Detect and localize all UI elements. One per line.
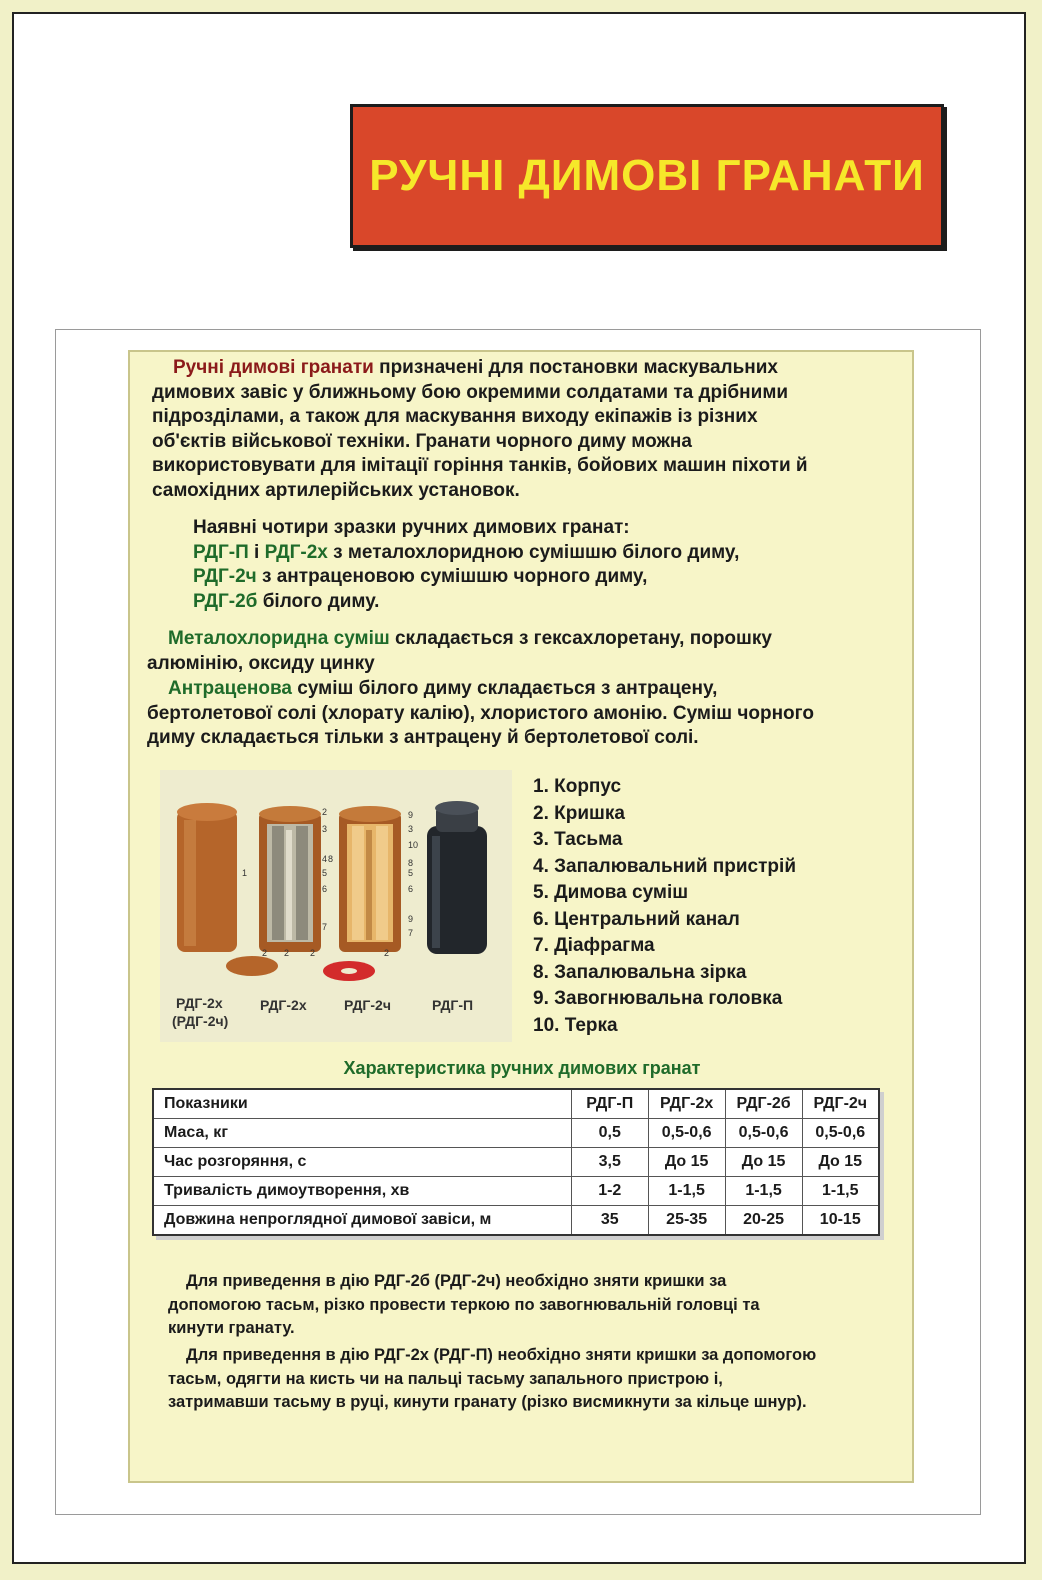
legend-item: 5. Димова суміш [533,882,689,903]
callout-number: 2 [310,948,316,958]
intro-line: об'єктів військової техніки. Гранати чорного диму можна [152,430,692,452]
sample-rdg-p: РДГ-П [193,541,249,563]
grenades-illustration [160,770,512,1042]
table-cell: 1-1,5 [648,1177,725,1206]
table-cell: 1-2 [571,1177,648,1206]
conjunction: і [248,541,265,563]
table-cell: 10-15 [802,1206,879,1236]
callout-number: 3 [322,824,328,834]
specs-table [152,1088,880,1236]
sample-rdg-2ch: РДГ-2ч [193,566,257,587]
sample-rdg-2b: РДГ-2б [193,590,258,612]
legend-item: 10. Терка [533,1014,618,1036]
sample-rdg-2x: РДГ-2х [264,541,328,563]
table-row [153,1177,879,1206]
table-cell: 0,5-0,6 [725,1119,802,1148]
callout-number: 1 [242,868,248,878]
page-title: РУЧНІ ДИМОВІ ГРАНАТИ [369,151,925,200]
title-banner [350,104,944,248]
parts-legend [533,774,796,1039]
sample-desc: білого диму. [257,590,380,612]
sample-desc: з металохлоридною сумішшю білого диму, [327,541,740,563]
grenade-caption: (РДГ-2ч) [172,1013,229,1029]
intro-term: Ручні димові гранати [173,357,374,378]
table-cell: Маса, кг [153,1119,571,1148]
table-cell: 20-25 [725,1206,802,1236]
callout-number: 2 [322,807,328,817]
table-cell: 1-1,5 [725,1177,802,1206]
legend-item: 4. Запалювальний пристрій [533,855,796,877]
legend-item: 1. Корпус [533,776,622,797]
table-row [153,1206,879,1236]
grenade-caption: РДГ-2х [176,995,223,1011]
intro-first-line: призначені для постановки маскувальних [373,357,778,378]
table-caption: Характеристика ручних димових гранат [343,1058,701,1078]
table-cell: 1-1,5 [802,1177,879,1206]
usage-note-1 [168,1270,760,1341]
callout-number: 4 [322,854,328,864]
table-cell: 35 [571,1206,648,1236]
metal-mixture-paragraph [147,627,772,676]
table-header-cell: РДГ-2ч [802,1089,879,1119]
sample-desc: з антраценовою сумішшю чорного диму, [256,566,648,587]
table-cell: До 15 [725,1148,802,1177]
anthracene-term: Антраценова [168,678,293,699]
metal-term: Металохлоридна суміш [168,628,390,649]
table-header-cell: РДГ-2б [725,1089,802,1119]
samples-heading: Наявні чотири зразки ручних димових гранат: [193,517,630,538]
table-header-row [153,1089,879,1119]
table-header-cell: РДГ-П [571,1089,648,1119]
table-cell: 0,5-0,6 [648,1119,725,1148]
usage-note-2 [168,1344,816,1415]
grenade-caption: РДГ-П [432,997,474,1013]
intro-line: використовувати для імітації горіння танків, бойових машин піхоти й [152,455,808,476]
callout-number: 9 [408,810,414,820]
callout-number: 10 [408,840,419,850]
table-header-cell: Показники [153,1089,571,1119]
samples-block [193,516,739,614]
table-cell: До 15 [802,1148,879,1177]
callout-number: 7 [322,922,328,932]
table-cell: 0,5 [571,1119,648,1148]
anthracene-paragraph [147,677,814,751]
table-row [153,1119,879,1148]
callout-number: 5 [408,868,414,878]
legend-item: 8. Запалювальна зірка [533,961,747,983]
table-cell: Тривалість димоутворення, хв [153,1177,571,1206]
table-cell: 0,5-0,6 [802,1119,879,1148]
anthracene-line: бертолетової солі (хлорату калію), хлористого амонію. Суміш чорного [147,702,814,724]
grenades-drawing [160,770,512,1042]
callout-number: 5 [322,868,328,878]
anthracene-line: диму складається тільки з антрацену й бертолетової солі. [147,727,699,748]
table-cell: До 15 [648,1148,725,1177]
legend-item: 7. Діафрагма [533,935,655,956]
callout-number: 7 [408,928,414,938]
callout-number: 9 [408,914,414,924]
callout-number: 6 [322,884,328,894]
note-line: кинути гранату. [168,1319,295,1337]
callout-number: 8 [328,854,334,864]
metal-line: складається з гексахлоретану, порошку [389,628,772,649]
table-cell: 3,5 [571,1148,648,1177]
intro-line: самохідних артилерійських установок. [152,479,520,501]
intro-line: димових завіс у ближньому бою окремими солдатами та дрібними [152,381,789,403]
table-cell: Довжина непроглядної димової завіси, м [153,1206,571,1236]
legend-item: 2. Кришка [533,802,625,824]
note-line: Для приведення в дію РДГ-2б (РДГ-2ч) необхідно зняти кришки за [186,1272,727,1290]
table-header-cell: РДГ-2х [648,1089,725,1119]
note-line: затримавши тасьму в руці, кинути гранату (різко висмикнути за кільце шнур). [168,1393,807,1411]
table-cell: Час розгоряння, с [153,1148,571,1177]
grenade-caption: РДГ-2ч [344,997,391,1013]
grenade-caption: РДГ-2х [260,997,307,1013]
legend-item: 9. Завогнювальна головка [533,988,783,1009]
intro-paragraph [152,356,808,503]
anthracene-line: суміш білого диму складається з антрацену, [292,678,718,699]
callout-number: 2 [284,948,290,958]
legend-item: 6. Центральний канал [533,908,740,930]
callout-number: 3 [408,824,414,834]
note-line: тасьм, одягти на кисть чи на пальці тасьму запального пристрою і, [168,1369,723,1388]
callout-number: 8 [408,858,414,868]
metal-line: алюмінію, оксиду цинку [147,652,375,674]
table-cell: 25-35 [648,1206,725,1236]
grenade-lid-icon [226,956,278,976]
callout-number: 2 [384,948,390,958]
intro-line: підрозділами, а також для маскування виходу екіпажів із різних [152,406,758,427]
note-line: Для приведення в дію РДГ-2х (РДГ-П) необхідно зняти кришки за допомогою [186,1346,817,1364]
callout-number: 6 [408,884,414,894]
callout-number: 2 [262,948,268,958]
table-row [153,1148,879,1177]
note-line: допомогою тасьм, різко провести теркою по завогнювальній головці та [168,1295,760,1314]
legend-item: 3. Тасьма [533,829,623,850]
